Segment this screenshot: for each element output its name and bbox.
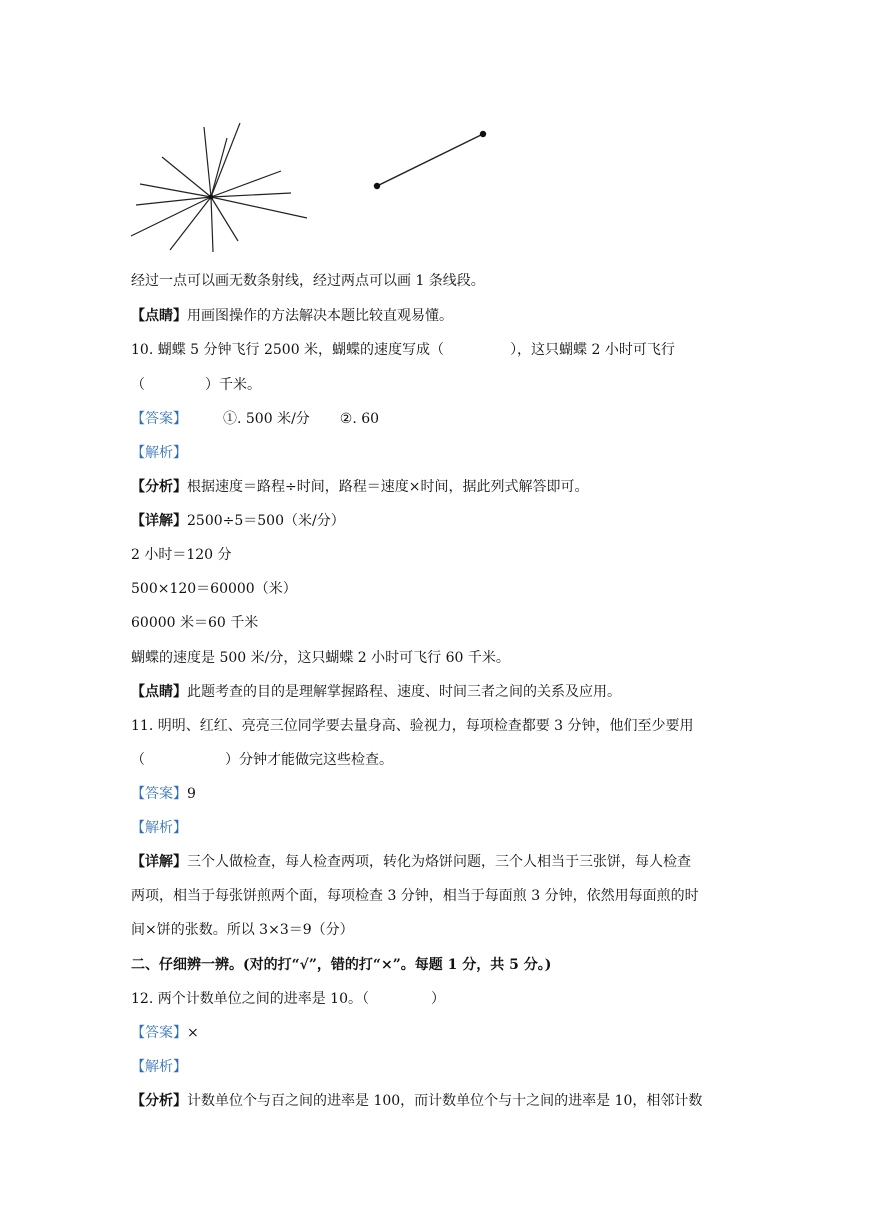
segment-endpoint-b: [480, 131, 486, 137]
detail-10-line3: 500×120＝60000（米）: [131, 581, 297, 597]
answer-10: 【答案】 ①. 500 米/分 ②. 60: [131, 411, 380, 427]
comment-row: 【点睛】用画图操作的方法解决本题比较直观易懂。: [131, 308, 453, 324]
analysis-tag-11: 【解析】: [131, 820, 187, 836]
detail-10: 【详解】2500÷5＝500（米/分）: [131, 513, 345, 529]
question-11-cont: （ ）分钟才能做完这些检查。: [131, 752, 393, 768]
question-11: 11. 明明、红红、亮亮三位同学要去量身高、验视力，每项检查都要 3 分钟，他们至少要用: [131, 718, 694, 734]
section-heading: 二、仔细辨一辨。(对的打“√”，错的打“×”。每题 1 分，共 5 分。): [131, 957, 552, 973]
detail-10-line4: 60000 米＝60 千米: [131, 615, 259, 631]
answer-11: 【答案】9: [131, 786, 196, 802]
detail-10-line2: 2 小时＝120 分: [131, 547, 232, 563]
detail-11-line3: 间×饼的张数。所以 3×3＝9（分）: [131, 922, 354, 938]
detail-10-line5: 蝴蝶的速度是 500 米/分，这只蝴蝶 2 小时可飞行 60 千米。: [131, 650, 510, 666]
analysis-10: 【分析】根据速度＝路程÷时间，路程＝速度×时间，据此列式解答即可。: [131, 479, 589, 495]
segment-endpoint-a: [374, 183, 380, 189]
analysis-12: 【分析】计数单位个与百之间的进率是 100，而计数单位个与十之间的进率是 10，相邻计数: [131, 1093, 703, 1109]
question-10-cont: （ ）千米。: [131, 377, 261, 393]
ray-origin-point: [209, 195, 214, 200]
analysis-tag-10: 【解析】: [131, 445, 187, 461]
rays-from-point: [131, 123, 307, 252]
line-segment: [377, 134, 483, 186]
answer-12: 【答案】×: [131, 1025, 199, 1041]
rays-and-segment-figure: [0, 0, 869, 270]
question-12: 12. 两个计数单位之间的进率是 10。（ ）: [131, 991, 445, 1007]
detail-11-line2: 两项，相当于每张饼煎两个面，每项检查 3 分钟，相当于每面煎 3 分钟，依然用每面煎的时: [131, 888, 699, 904]
detail-11: 【详解】三个人做检查，每人检查两项，转化为烙饼问题，三个人相当于三张饼，每人检查: [131, 854, 691, 870]
comment-10: 【点睛】此题考查的目的是理解掌握路程、速度、时间三者之间的关系及应用。: [131, 684, 621, 700]
conclusion-text: 经过一点可以画无数条射线，经过两点可以画 1 条线段。: [131, 273, 485, 289]
question-10: 10. 蝴蝶 5 分钟飞行 2500 米，蝴蝶的速度写成（ ），这只蝴蝶 2 小时可飞行: [131, 342, 675, 358]
analysis-tag-12: 【解析】: [131, 1059, 187, 1075]
